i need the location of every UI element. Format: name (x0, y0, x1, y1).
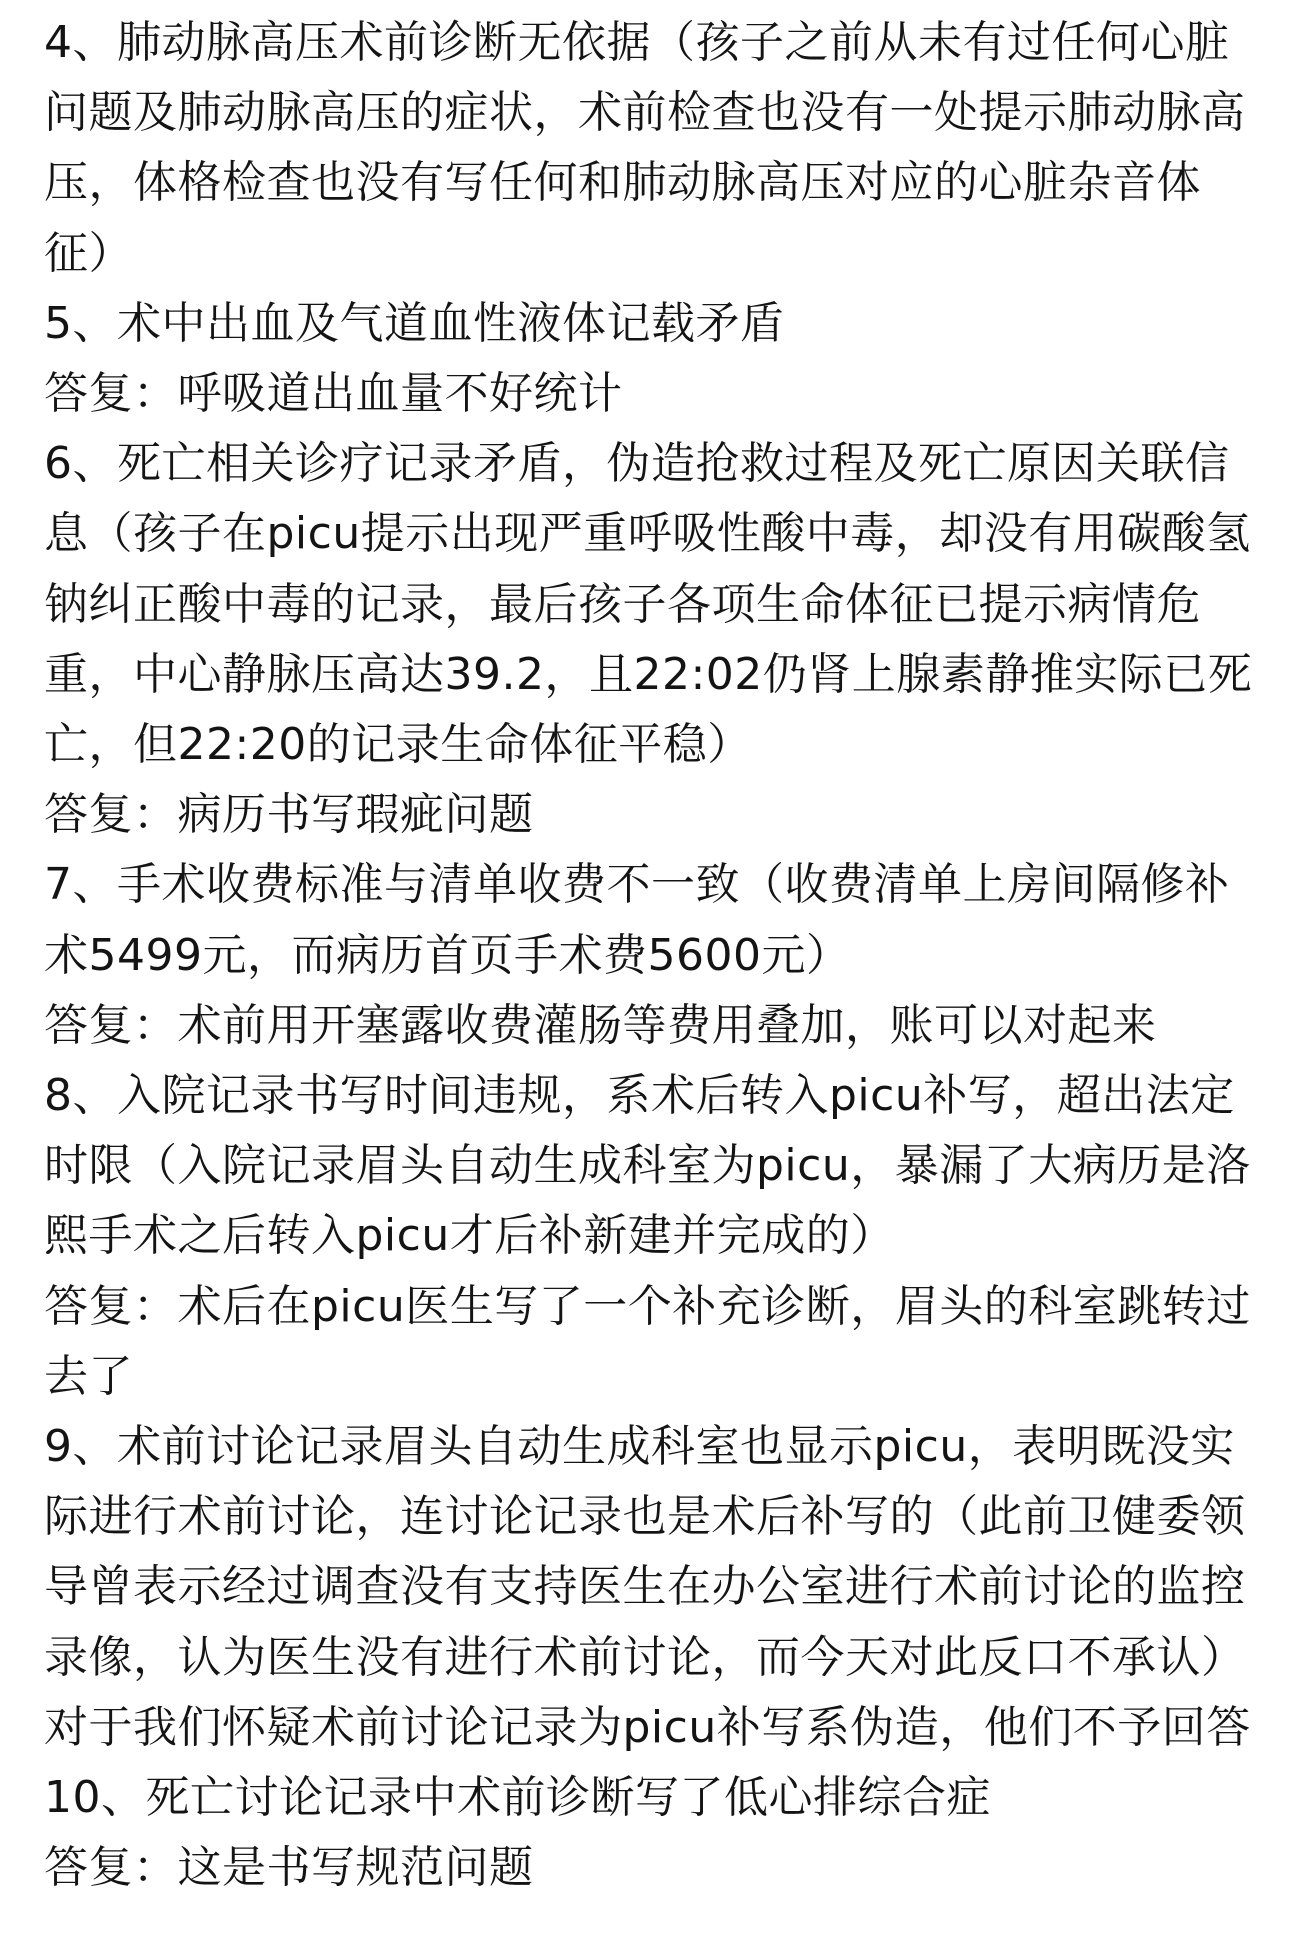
item-8-reply: 答复：术后在picu医生写了一个补充诊断，眉头的科室跳转过去了 (44, 1280, 1251, 1402)
item-6-reply: 答复：病历书写瑕疵问题 (44, 789, 534, 841)
item-8-paragraph: 8、入院记录书写时间违规，系术后转入picu补写，超出法定时限（入院记录眉头自动生成科室为picu，暴漏了大病历是洛熙手术之后转入picu才后补新建并完成的） (44, 1070, 1251, 1262)
item-5-paragraph: 5、术中出血及气道血性液体记载矛盾 (44, 297, 785, 349)
item-5-reply: 答复：呼吸道出血量不好统计 (44, 368, 623, 420)
item-7-paragraph: 7、手术收费标准与清单收费不一致（收费清单上房间隔修补术5499元，而病历首页手术费5600元） (44, 859, 1230, 981)
item-6-paragraph: 6、死亡相关诊疗记录矛盾，伪造抢救过程及死亡原因关联信息（孩子在picu提示出现严重呼吸性酸中毒，却没有用碳酸氢钠纠正酸中毒的记录，最后孩子各项生命体征已提示病情危重，中心静脉压高达39.2，且22:02仍肾上腺素静推实际已死亡，但22:20的记录生命体征平稳） (44, 438, 1253, 771)
item-7-reply: 答复：术前用开塞露收费灌肠等费用叠加，账可以对起来 (44, 999, 1157, 1051)
item-10-paragraph: 10、死亡讨论记录中术前诊断写了低心排综合症 (44, 1772, 991, 1824)
item-9-paragraph: 9、术前讨论记录眉头自动生成科室也显示picu，表明既没实际进行术前讨论，连讨论记录也是术后补写的（此前卫健委领导曾表示经过调查没有支持医生在办公室进行术前讨论的监控录像，认为医生没有进行术前讨论，而今天对此反口不承认）对于我们怀疑术前讨论记录为picu补写系伪造，他们不予回答 (44, 1421, 1251, 1753)
item-4-paragraph: 4、肺动脉高压术前诊断无依据（孩子之前从未有过任何心脏问题及肺动脉高压的症状，术前检查也没有一处提示肺动脉高压，体格检查也没有写任何和肺动脉高压对应的心脏杂音体征） (44, 17, 1246, 279)
item-10-reply: 答复：这是书写规范问题 (44, 1842, 534, 1894)
